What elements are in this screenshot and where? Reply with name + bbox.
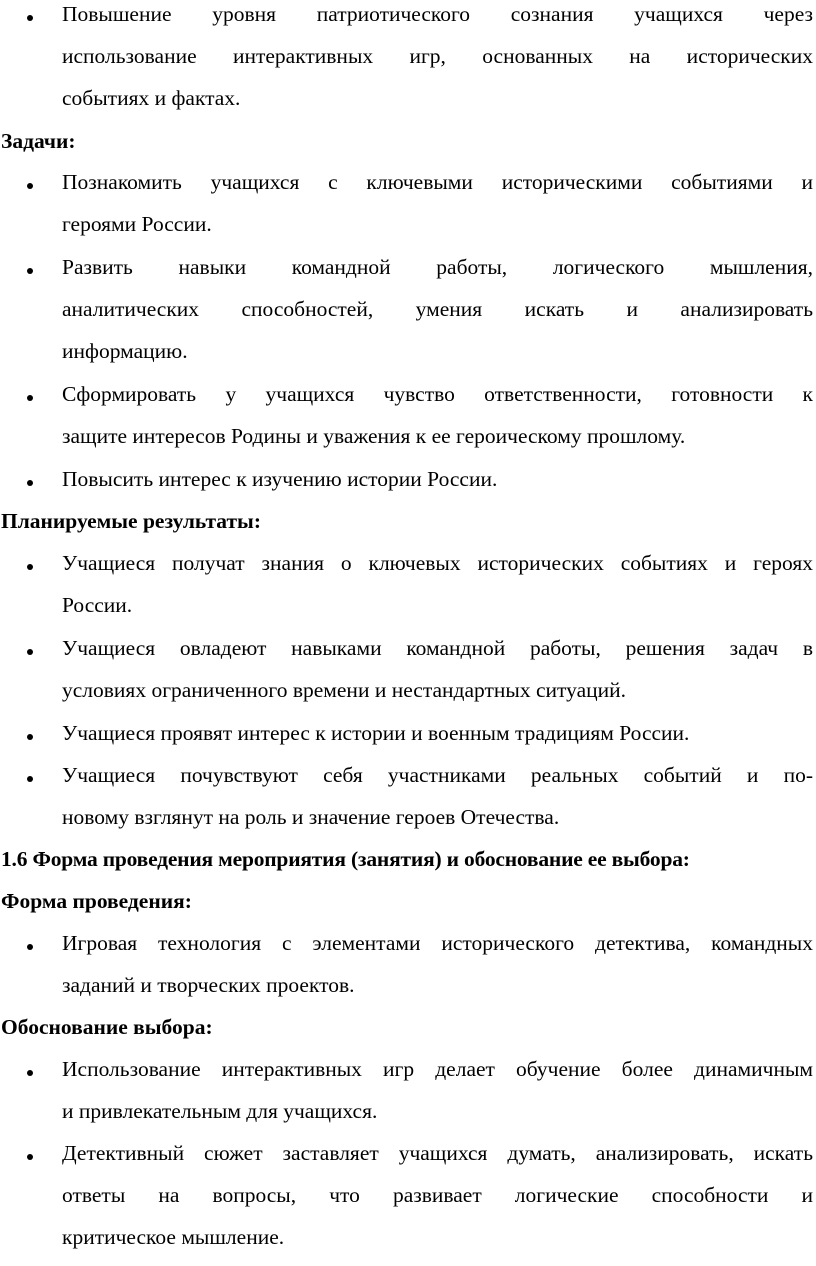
section-heading-tasks: Задачи: [1,129,76,153]
list-item-text: Детективный сюжет заставляет учащихся думать, анализировать, искать [62,1141,813,1165]
section-heading-form: Форма проведения: [1,889,192,913]
bullet-marker [27,395,36,404]
bullet-marker [27,480,36,489]
section-heading-results: Планируемые результаты: [1,509,262,533]
bullet-marker [27,183,36,192]
list-item-text: Учащиеся овладеют навыками командной работы, решения задач в [62,636,813,660]
list-item-text: Игровая технология с элементами исторического детектива, командных [62,931,813,955]
bullet-marker [27,776,36,785]
list-item-text: новому взглянут на роль и значение героев Отечества. [62,805,560,829]
list-item-text: Повысить интерес к изучению истории России. [62,467,498,491]
list-item-text: защите интересов Родины и уважения к ее героическому прошлому. [62,424,686,448]
list-item-text: ответы на вопросы, что развивает логические способности и [62,1183,813,1207]
bullet-marker [27,268,36,277]
list-item-text: России. [62,593,133,617]
bullet-marker [27,1154,36,1163]
list-item-text: Учащиеся проявят интерес к истории и военным традициям России. [62,721,690,745]
bullet-marker [27,15,36,24]
list-item-text: Познакомить учащихся с ключевыми историческими событиями и [62,170,813,194]
bullet-marker [27,564,36,573]
list-item-text: героями России. [62,212,212,236]
list-item-text: событиях и фактах. [62,86,241,110]
section-heading-form-section: 1.6 Форма проведения мероприятия (занятия) и обоснование ее выбора: [1,847,690,871]
list-item-text: аналитических способностей, умения искать и анализировать [62,297,813,321]
list-item-text: Использование интерактивных игр делает обучение более динамичным [62,1057,813,1081]
list-item-text: условиях ограниченного времени и нестандартных ситуаций. [62,678,627,702]
list-item-text: Повышение уровня патриотического сознания учащихся через [62,2,813,26]
list-item-text: Сформировать у учащихся чувство ответственности, готовности к [62,382,813,406]
list-item-text: критическое мышление. [62,1225,285,1249]
bullet-marker [27,1070,36,1079]
list-item-text: и привлекательным для учащихся. [62,1099,378,1123]
section-heading-reason: Обоснование выбора: [1,1015,213,1039]
bullet-marker [27,944,36,953]
bullet-marker [27,734,36,743]
list-item-text: заданий и творческих проектов. [62,973,355,997]
bullet-marker [27,649,36,658]
list-item-text: использование интерактивных игр, основанных на исторических [62,44,813,68]
list-item-text: Учащиеся почувствуют себя участниками реальных событий и по- [62,763,813,787]
list-item-text: Учащиеся получат знания о ключевых исторических событиях и героях [62,551,813,575]
list-item-text: информацию. [62,339,188,363]
list-item-text: Развить навыки командной работы, логического мышления, [62,255,813,279]
